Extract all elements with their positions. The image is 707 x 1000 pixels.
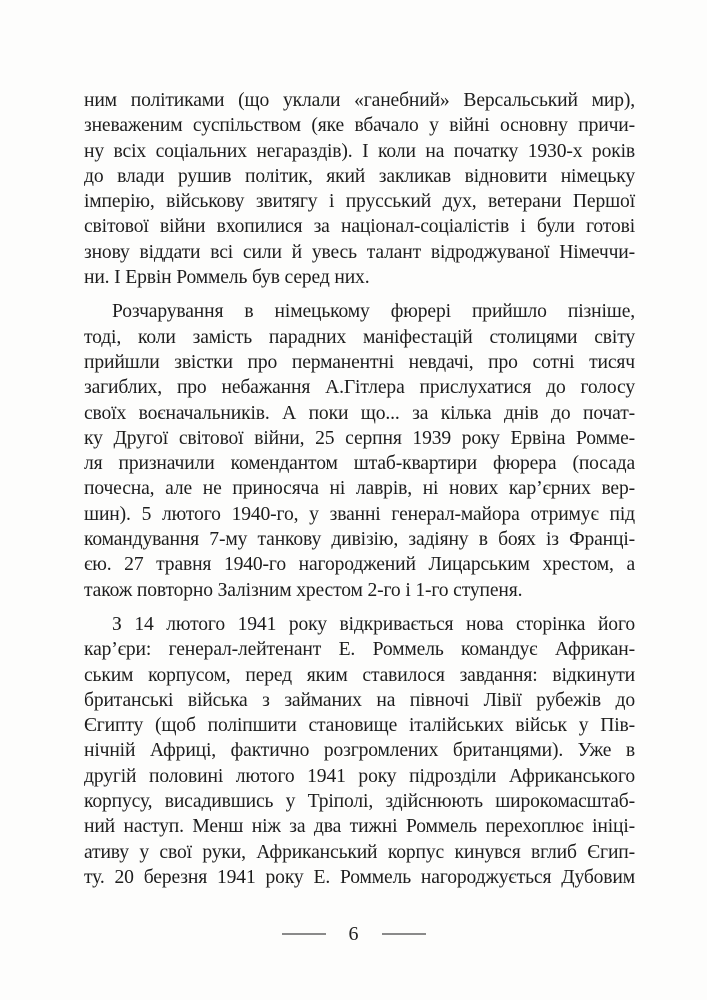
- text-line: єю. 27 травня 1940-го нагороджений Лицарським хрестом, а: [84, 554, 635, 576]
- text-line: імперію, військову звитягу і прусський дух, ветерани Першої: [84, 191, 635, 213]
- text-line: також повторно Залізним хрестом 2-го і 1-го ступеня.: [84, 579, 523, 601]
- footer-rule-right: [382, 933, 426, 935]
- text-line: шин). 5 лютого 1940-го, у званні генерал-майора отримує під: [84, 503, 635, 525]
- text-line: другій половині лютого 1941 року підрозділи Африканського: [84, 765, 635, 787]
- text-line: корпусу, висадившись у Тріполі, здійснюють широкомасштаб-: [84, 791, 635, 813]
- text-line: тоді, коли замість парадних маніфестацій столицями світу: [84, 326, 635, 348]
- text-line: командування 7-му танкову дивізію, задіяну в боях із Франці-: [84, 529, 635, 551]
- page-number: 6: [348, 923, 359, 945]
- text-line: до влади рушив політик, який закликав відновити німецьку: [84, 165, 635, 187]
- text-line: ку Другої світової війни, 25 серпня 1939 року Ервіна Ромме-: [84, 427, 635, 449]
- page-footer: [0, 920, 707, 948]
- text-line: ну всіх соціальних негараздів). І коли на початку 1930-х років: [84, 140, 635, 162]
- text-line: світової війни вхопилися за націонал-соціалістів і були готові: [84, 216, 635, 238]
- paragraph: [84, 88, 635, 290]
- text-line: ля призначили комендантом штаб-квартири фюрера (посада: [84, 453, 635, 475]
- text-line: ни. І Ервін Роммель був серед них.: [84, 267, 370, 289]
- text-line: ним політиками (що уклали «ганебний» Версальський мир),: [84, 90, 635, 111]
- text-line: загиблих, про небажання А.Гітлера прислухатися до голосу: [84, 377, 635, 399]
- page-text: [84, 88, 635, 890]
- text-line: прийшли звістки про перманентні невдачі, про сотні тисяч: [84, 351, 635, 373]
- text-line: почесна, але не приносяча ні лаврів, ні нових кар’єрних вер-: [84, 478, 635, 500]
- text-line: своїх воєначальників. А поки що... за кілька днів до почат-: [84, 402, 635, 424]
- text-line: зневаженим суспільством (яке вбачало у війні основну причи-: [84, 115, 635, 137]
- text-line: З 14 лютого 1941 року відкривається нова сторінка його: [112, 613, 635, 635]
- text-line: ативу у свої руки, Африканський корпус кинувся вглиб Єгип-: [84, 841, 635, 863]
- paragraph: [84, 612, 635, 890]
- text-line: знову віддати всі сили й увесь талант відроджуваної Німеччи-: [84, 241, 635, 263]
- text-line: Єгипту (щоб поліпшити становище італійських військ у Пів-: [84, 715, 635, 737]
- text-line: британські війська з займаних на півночі Лівії рубежів до: [84, 689, 635, 711]
- text-line: ським корпусом, перед яким ставилося завдання: відкинути: [84, 664, 635, 686]
- text-line: ту. 20 березня 1941 року Е. Роммель нагороджується Дубовим: [84, 866, 635, 888]
- text-line: ний наступ. Менш ніж за два тижні Роммель перехоплює ініці-: [84, 816, 635, 838]
- text-line: нічній Африці, фактично розгромлених британцями). Уже в: [84, 740, 635, 762]
- paragraph: [84, 299, 635, 603]
- text-line: кар’єри: генерал-лейтенант Е. Роммель командує Африкан-: [84, 639, 635, 661]
- text-line: Розчарування в німецькому фюрері прийшло пізніше,: [112, 301, 635, 323]
- footer-rule-left: [282, 933, 326, 935]
